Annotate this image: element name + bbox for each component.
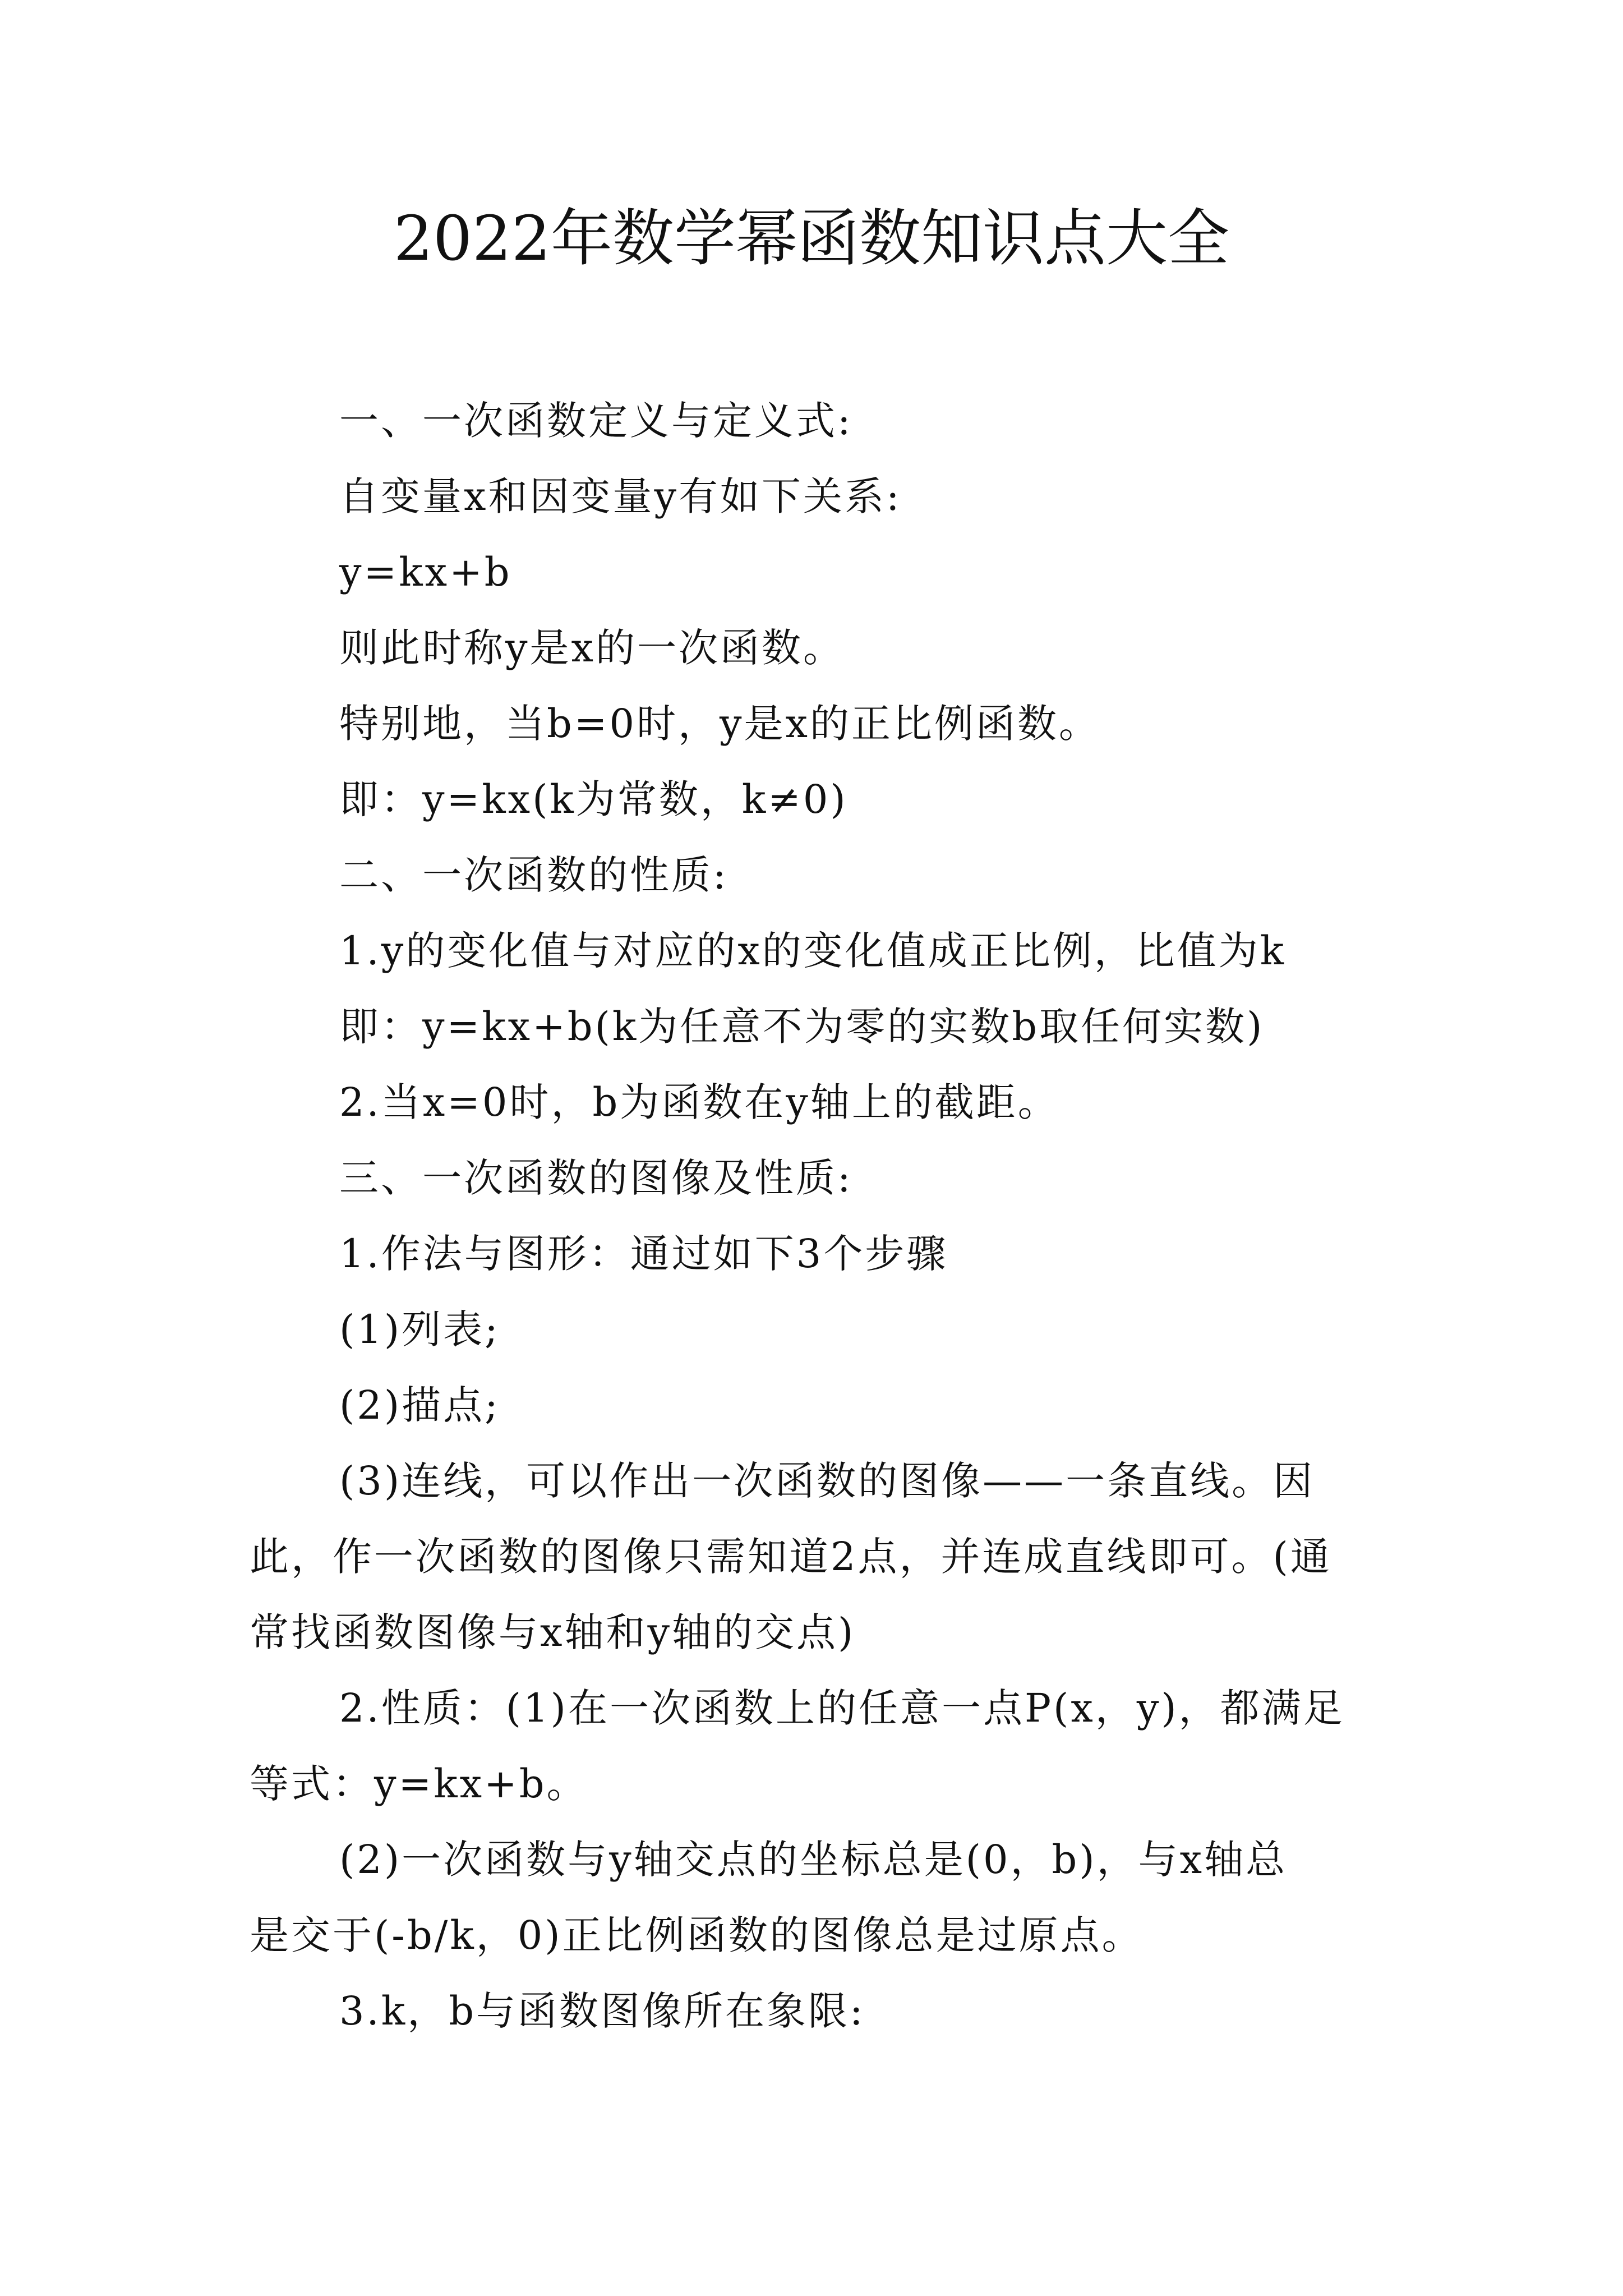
paragraph-line: 即：y=kx(k为常数，k≠0) <box>339 776 848 822</box>
paragraph-line: (2)描点; <box>339 1382 500 1428</box>
paragraph-line: 1.y的变化值与对应的x的变化值成正比例，比值为k <box>339 928 1287 974</box>
paragraph-line: 2.当x=0时，b为函数在y轴上的截距。 <box>339 1079 1059 1125</box>
paragraph-line: (1)列表; <box>339 1306 500 1352</box>
paragraph-line: 自变量x和因变量y有如下关系: <box>339 473 902 519</box>
section-heading-graph: 三、一次函数的图像及性质: <box>339 1155 853 1201</box>
paragraph-line: 2.性质：(1)在一次函数上的任意一点P(x，y)，都满足 <box>339 1685 1345 1731</box>
section-heading-properties: 二、一次函数的性质: <box>339 852 728 898</box>
paragraph-line: 是交于(-b/k，0)正比例函数的图像总是过原点。 <box>250 1912 1144 1958</box>
paragraph-line: 即：y=kx+b(k为任意不为零的实数b取任何实数) <box>339 1004 1265 1050</box>
formula-line: y=kx+b <box>339 549 512 595</box>
section-heading-definition: 一、一次函数定义与定义式: <box>339 398 853 444</box>
paragraph-line: 则此时称y是x的一次函数。 <box>339 625 845 671</box>
paragraph-line: 1.作法与图形：通过如下3个步骤 <box>339 1231 948 1277</box>
paragraph-line: 此，作一次函数的图像只需知道2点，并连成直线即可。(通 <box>250 1534 1332 1580</box>
paragraph-line: 常找函数图像与x轴和y轴的交点) <box>250 1609 856 1655</box>
document-title: 2022年数学幂函数知识点大全 <box>394 203 1229 274</box>
paragraph-line: 等式：y=kx+b。 <box>250 1761 588 1807</box>
paragraph-line: 3.k，b与函数图像所在象限: <box>339 1988 865 2034</box>
paragraph-line: (3)连线，可以作出一次函数的图像——一条直线。因 <box>339 1458 1315 1504</box>
paragraph-line: 特别地，当b=0时，y是x的正比例函数。 <box>339 701 1101 747</box>
paragraph-line: (2)一次函数与y轴交点的坐标总是(0，b)，与x轴总 <box>339 1837 1288 1883</box>
